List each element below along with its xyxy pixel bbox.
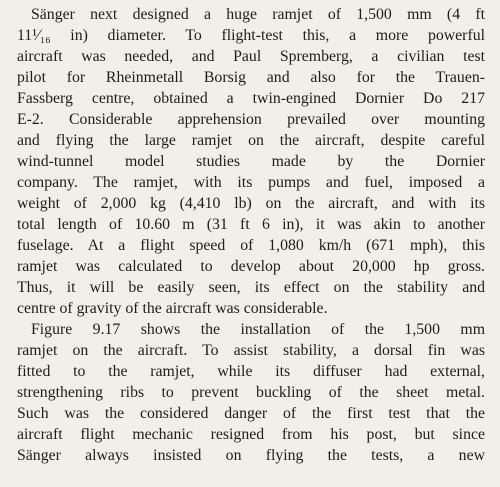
text-line: and flying the large ramjet on the aircraft, despite careful [17, 132, 485, 149]
text-line: Thus, it will be easily seen, its effect on the stability and [17, 279, 485, 296]
text-line: centre of gravity of the aircraft was considerable. [17, 300, 328, 317]
text-line: Fassberg centre, obtained a twin-engined Dornier Do 217 [17, 90, 485, 107]
text-line: pilot for Rheinmetall Borsig and also for the Trauen- [17, 69, 485, 86]
text-line: fuselage. At a flight speed of 1,080 km/h (671 mph), this [17, 237, 485, 254]
text-line: ramjet on the aircraft. To assist stability, a dorsal fin was [17, 342, 485, 359]
text-line: Figure 9.17 shows the installation of the 1,500 mm [31, 321, 485, 338]
text-line: strengthening ribs to prevent buckling of the sheet metal. [17, 384, 485, 401]
text-line: Sänger next designed a huge ramjet of 1,500 mm (4 ft [31, 6, 485, 23]
text-line: company. The ramjet, with its pumps and fuel, imposed a [17, 174, 485, 191]
text-line: wind-tunnel model studies made by the Dornier [17, 153, 485, 170]
text-line: 11¹⁄₁₆ in) diameter. To flight-test this, a more powerful [17, 27, 485, 44]
text-line: E-2. Considerable apprehension prevailed over mounting [17, 111, 485, 128]
text-line: weight of 2,000 kg (4,410 lb) on the aircraft, and with its [17, 195, 485, 212]
text-line: ramjet was calculated to develop about 20,000 hp gross. [17, 258, 485, 275]
text-line: total length of 10.60 m (31 ft 6 in), it was akin to another [17, 216, 485, 233]
text-line: aircraft was needed, and Paul Spremberg, a civilian test [17, 48, 485, 65]
text-line: aircraft flight mechanic resigned from his post, but since [17, 426, 485, 443]
text-line: Sänger always insisted on flying the tests, a new [17, 447, 485, 464]
text-line: fitted to the ramjet, while its diffuser had external, [17, 363, 485, 380]
text-line: Such was the considered danger of the first test that the [17, 405, 485, 422]
